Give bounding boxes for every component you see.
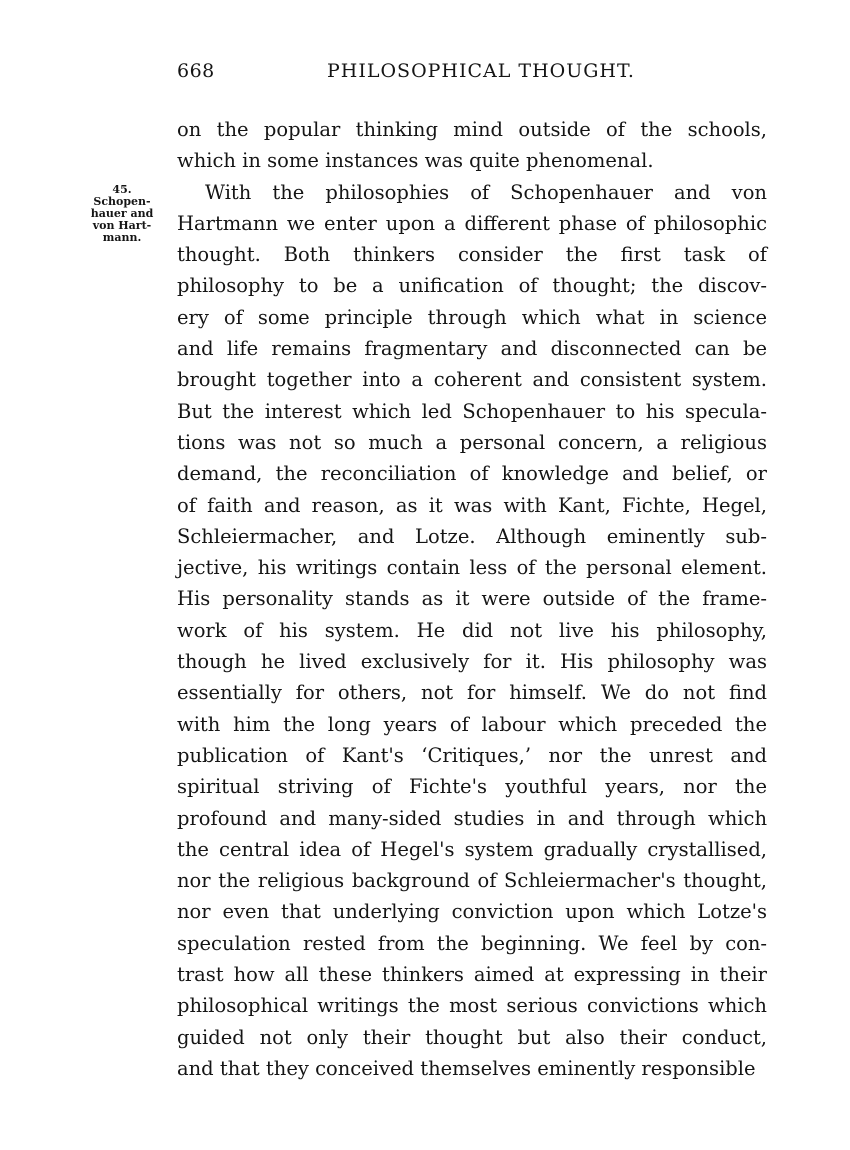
text-line: philosophical writings the most serious convictions which bbox=[177, 994, 767, 1018]
text-line: tions was not so much a personal concern, a religious bbox=[177, 430, 767, 454]
text-line: Hartmann we enter upon a different phase of philosophic bbox=[177, 211, 767, 235]
text-line: nor the religious background of Schleiermacher's thought, bbox=[177, 869, 767, 893]
text-line: essentially for others, not for himself. We do not find bbox=[177, 681, 767, 705]
text-line: publication of Kant's ‘Critiques,’ nor the unrest and bbox=[177, 743, 767, 767]
text-line: nor even that underlying conviction upon which Lotze's bbox=[177, 900, 767, 924]
text-line: with him the long years of labour which preceded the bbox=[177, 712, 767, 736]
text-line: trast how all these thinkers aimed at expressing in their bbox=[177, 963, 767, 987]
text-line: and life remains fragmentary and disconnected can be bbox=[177, 337, 767, 361]
running-head bbox=[177, 60, 767, 90]
text-line: on the popular thinking mind outside of the schools, bbox=[177, 118, 767, 141]
text-line: which in some instances was quite phenomenal. bbox=[177, 149, 654, 173]
text-line: With the philosophies of Schopenhauer and von bbox=[205, 180, 767, 204]
text-line: spiritual striving of Fichte's youthful years, nor the bbox=[177, 775, 767, 799]
text-line: work of his system. He did not live his philosophy, bbox=[177, 618, 767, 642]
running-title: PHILOSOPHICAL THOUGHT. bbox=[327, 60, 635, 82]
text-line: But the interest which led Schopenhauer to his specula- bbox=[177, 399, 767, 423]
body-text bbox=[177, 114, 767, 1084]
margin-note-line: mann. bbox=[102, 231, 142, 244]
margin-note-line: Schopen- bbox=[93, 195, 151, 208]
text-line: brought together into a coherent and consistent system. bbox=[177, 368, 767, 392]
text-line: though he lived exclusively for it. His philosophy was bbox=[177, 650, 767, 674]
text-line: ery of some principle through which what in science bbox=[177, 305, 767, 329]
margin-note bbox=[82, 184, 162, 244]
margin-note-line: hauer and bbox=[90, 207, 154, 220]
margin-note-line: 45. bbox=[112, 183, 132, 196]
text-line: Schleiermacher, and Lotze. Although eminently sub- bbox=[177, 524, 767, 548]
text-line: speculation rested from the beginning. We feel by con- bbox=[177, 931, 767, 955]
text-line: philosophy to be a unification of thought; the discov- bbox=[177, 274, 767, 298]
margin-note-line: von Hart- bbox=[92, 219, 152, 232]
text-line: profound and many-sided studies in and through which bbox=[177, 806, 767, 830]
text-line: the central idea of Hegel's system gradually crystallised, bbox=[177, 837, 767, 861]
text-line: demand, the reconciliation of knowledge and belief, or bbox=[177, 462, 767, 486]
text-line: thought. Both thinkers consider the first task of bbox=[177, 243, 767, 267]
text-line: of faith and reason, as it was with Kant, Fichte, Hegel, bbox=[177, 493, 767, 517]
text-line: guided not only their thought but also their conduct, bbox=[177, 1025, 767, 1049]
text-line: and that they conceived themselves eminently responsible bbox=[177, 1056, 756, 1080]
text-line: His personality stands as it were outside of the frame- bbox=[177, 587, 767, 611]
page-number: 668 bbox=[177, 60, 215, 82]
text-line: jective, his writings contain less of the personal element. bbox=[177, 556, 767, 580]
